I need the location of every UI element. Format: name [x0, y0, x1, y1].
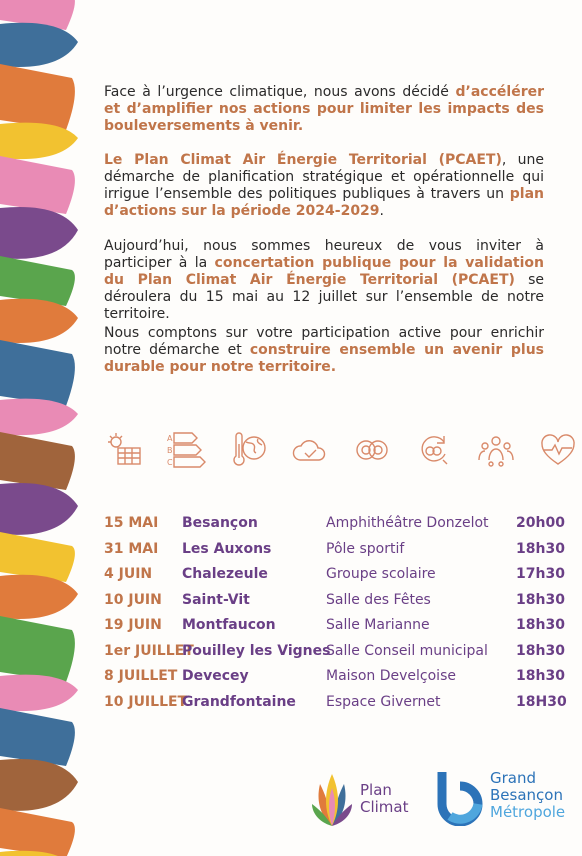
event-venue: Salle Conseil municipal	[326, 642, 488, 659]
event-row	[104, 643, 574, 663]
event-city: Saint-Vit	[182, 591, 250, 608]
body-text: Face à l’urgence climatique, nous avons décidé	[104, 84, 456, 100]
cloud-check-icon	[290, 430, 330, 470]
event-row	[104, 541, 574, 561]
event-city: Les Auxons	[182, 540, 272, 557]
body-text: , une démarche de planification stratégique et opérationnelle qui irrigue l’ensemble des politiques publiques à travers un	[104, 152, 544, 202]
svg-text:C: C	[167, 458, 173, 467]
stripe-shape	[0, 532, 75, 582]
event-city: Chalezeule	[182, 566, 268, 582]
heartbeat-icon	[538, 430, 578, 470]
event-row	[104, 592, 574, 612]
event-row	[104, 515, 574, 535]
event-time: 18h30	[516, 591, 565, 608]
grand-besancon-b-icon	[436, 770, 486, 826]
stripe-shape	[0, 616, 75, 682]
stripe-shape	[0, 156, 75, 214]
invitation-paragraph	[104, 238, 544, 323]
event-time: 18h30	[516, 668, 565, 684]
plan-climat-logo	[310, 770, 430, 830]
body-text: se déroulera du 15 mai au 12 juillet sur l’ensemble de notre territoire.	[104, 272, 545, 322]
event-venue: Maison Develçoise	[326, 668, 456, 684]
event-venue: Groupe scolaire	[326, 566, 436, 582]
community-icon	[476, 430, 516, 470]
energy-label-icon	[166, 430, 206, 470]
grand-besancon-metropole-logo	[436, 768, 582, 838]
highlight-text: construire ensemble un avenir plus durable pour notre territoire.	[104, 342, 544, 375]
event-city: Pouilley les Vignes	[182, 642, 331, 659]
highlight-text: plan d’actions sur la période 2024-2029	[104, 186, 544, 219]
stripe-shape	[0, 708, 75, 766]
stripe-shape	[0, 340, 75, 406]
highlight-text: d’accélérer et d’amplifier nos actions pour limiter les impacts des bouleversements à venir.	[104, 84, 544, 134]
plan-climat-wordmark: Plan Climat	[360, 781, 409, 816]
thermometer-globe-icon	[228, 430, 268, 470]
stripe-shape	[0, 299, 78, 343]
event-venue: Salle Marianne	[326, 617, 430, 633]
event-venue: Salle des Fêtes	[326, 591, 431, 608]
event-date: 10 JUILLET	[104, 693, 188, 710]
theme-icons-row	[104, 430, 574, 470]
stripe-shape	[0, 432, 75, 490]
stripe-shape	[0, 808, 75, 856]
event-venue: Pôle sportif	[326, 540, 405, 557]
decorative-color-stripe	[0, 0, 82, 856]
event-time: 18h30	[516, 540, 565, 557]
stripe-shape	[0, 64, 75, 130]
plan-climat-leaf-icon	[310, 770, 354, 830]
solar-panel-icon	[104, 430, 144, 470]
stripe-shape	[0, 23, 78, 67]
intro-paragraph	[104, 84, 544, 135]
event-time: 20h00	[516, 515, 565, 531]
svg-text:B: B	[167, 446, 173, 455]
body-text: Nous comptons sur votre participation active pour enrichir notre démarche et	[104, 325, 544, 358]
svg-text:A: A	[167, 434, 173, 443]
pcaet-paragraph	[104, 152, 544, 220]
event-time: 18H30	[516, 693, 567, 710]
event-date: 15 MAI	[104, 515, 159, 531]
event-time: 18h30	[516, 617, 565, 633]
event-city: Besançon	[182, 515, 258, 531]
event-row	[104, 617, 574, 637]
event-date: 19 JUIN	[104, 617, 162, 633]
metropole-label: Métropole	[490, 803, 566, 821]
event-city: Grandfontaine	[182, 693, 296, 710]
body-text: .	[379, 203, 384, 219]
event-city: Montfaucon	[182, 617, 276, 633]
highlight-text: Le Plan Climat Air Énergie Territorial (PCAET)	[104, 152, 502, 168]
event-date: 1er JUILLET	[104, 642, 194, 659]
stripe-shape	[0, 575, 78, 619]
stripe-shape	[0, 759, 78, 811]
event-row	[104, 668, 574, 688]
stripe-shape	[0, 483, 78, 535]
event-venue: Espace Givernet	[326, 693, 441, 710]
infinity-link-icon	[352, 430, 392, 470]
event-city: Devecey	[182, 668, 249, 684]
event-venue: Amphithéâtre Donzelot	[326, 515, 489, 531]
event-date: 8 JUILLET	[104, 668, 178, 684]
body-text: Aujourd’hui, nous sommes heureux de vous inviter à participer à la	[104, 238, 544, 271]
recycle-arrow-icon	[414, 430, 454, 470]
stripe-shape	[0, 207, 78, 259]
event-row	[104, 566, 574, 586]
highlight-text: concertation publique pour la validation du Plan Climat Air Énergie Territorial (PCAET)	[104, 255, 545, 288]
event-time: 18h30	[516, 642, 565, 659]
grand-label: Grand	[490, 769, 537, 787]
participation-paragraph	[104, 325, 544, 376]
stripe-shape	[0, 256, 75, 306]
besancon-label: Besançon	[490, 786, 563, 804]
event-row	[104, 694, 574, 714]
event-date: 4 JUIN	[104, 566, 153, 582]
event-date: 10 JUIN	[104, 591, 162, 608]
event-time: 17h30	[516, 566, 565, 582]
event-date: 31 MAI	[104, 540, 159, 557]
